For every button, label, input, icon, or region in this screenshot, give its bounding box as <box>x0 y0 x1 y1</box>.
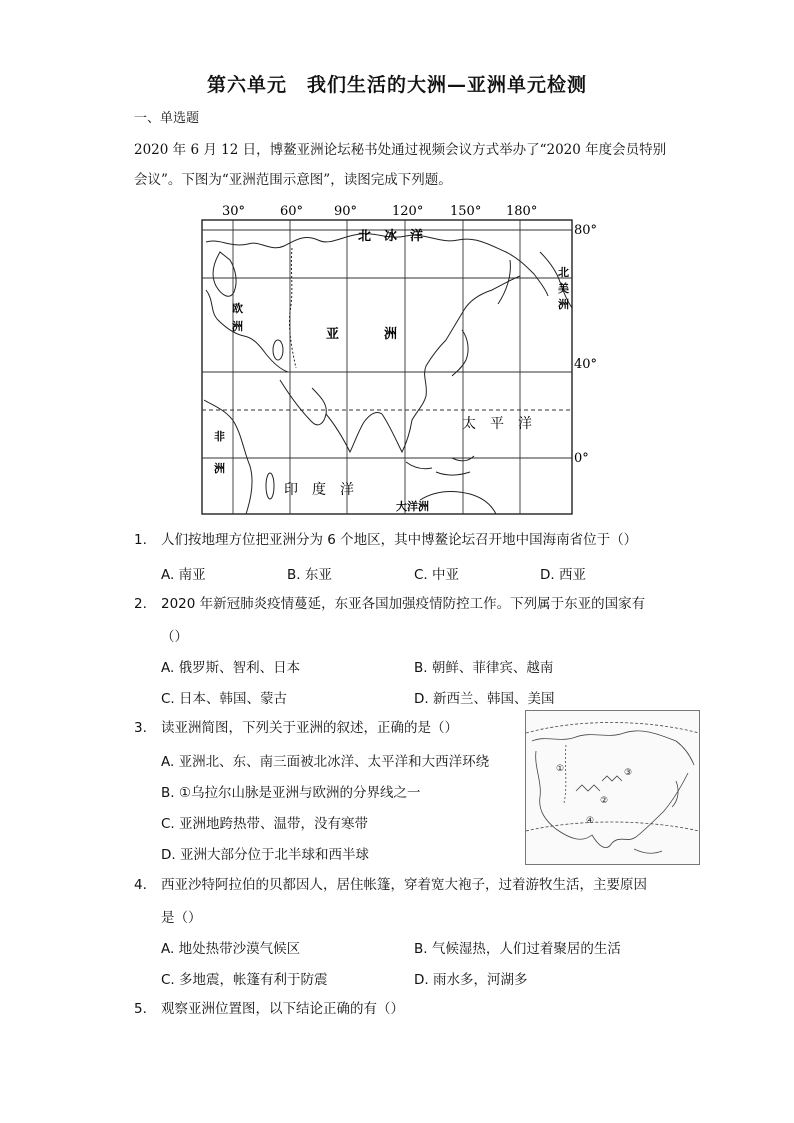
question-number: 1. <box>134 532 147 548</box>
label-asia-2: 洲 <box>384 327 398 342</box>
option-c[interactable]: C. 多地震，帐篷有利于防震 <box>161 972 328 988</box>
question-2 <box>134 594 674 614</box>
label-north-america-1: 北 <box>558 266 569 279</box>
lon-label: 90° <box>334 204 358 219</box>
option-b[interactable]: B. 气候湿热，人们过着聚居的生活 <box>414 941 621 957</box>
thumb-mark-4: ④ <box>586 816 595 826</box>
question-text-continued: 是（） <box>161 910 202 926</box>
question-text: 2020 年新冠肺炎疫情蔓延，东亚各国加强疫情防控工作。下列属于东亚的国家有 <box>161 596 646 612</box>
lat-label: 0° <box>574 451 589 466</box>
option-b[interactable]: B. ①乌拉尔山脉是亚洲与欧洲的分界线之一 <box>161 785 421 801</box>
question-text-continued: （） <box>161 629 188 645</box>
thumb-island <box>672 781 678 807</box>
question-1 <box>134 530 674 550</box>
asia-range-map <box>200 200 600 518</box>
option-a[interactable]: A. 地处热带沙漠气候区 <box>161 941 301 957</box>
option-c[interactable]: C. 亚洲地跨热带、温带，没有寒带 <box>161 816 369 832</box>
section-heading: 一、单选题 <box>134 111 200 126</box>
question-4 <box>134 875 674 895</box>
label-pacific-ocean: 太 平 洋 <box>462 416 532 432</box>
question-text: 读亚洲简图，下列关于亚洲的叙述，正确的是（） <box>161 720 458 736</box>
lon-label: 120° <box>392 204 424 219</box>
option-d[interactable]: D. 西亚 <box>540 567 586 583</box>
lat-label: 80° <box>574 223 598 238</box>
option-b[interactable]: B. 东亚 <box>287 567 332 583</box>
thumb-mark-3: ③ <box>624 768 633 778</box>
thumb-south-coast <box>556 773 688 848</box>
option-d[interactable]: D. 新西兰、韩国、美国 <box>414 691 555 707</box>
option-b[interactable]: B. 朝鲜、菲律宾、越南 <box>414 660 554 676</box>
label-oceania: 大洋洲 <box>396 500 429 513</box>
label-north-america-3: 洲 <box>558 298 569 311</box>
option-c[interactable]: C. 日本、韩国、蒙古 <box>161 691 288 707</box>
question-5 <box>134 999 674 1019</box>
question-text: 人们按地理方位把亚洲分为 6 个地区，其中博鳌论坛召开地中国海南省位于（） <box>161 532 638 548</box>
thumb-mark-1: ① <box>556 764 565 774</box>
label-africa-2: 洲 <box>214 462 225 475</box>
asia-sketch-map-drawing <box>526 711 699 864</box>
question-number: 2. <box>134 596 147 612</box>
question-number: 3. <box>134 720 147 736</box>
label-africa-1: 非 <box>214 430 225 443</box>
label-asia-1: 亚 <box>326 327 340 342</box>
page-title: 第六单元 我们生活的大洲—亚洲单元检测 <box>206 74 587 96</box>
asia-sketch-map <box>525 710 700 865</box>
map-frame <box>202 220 572 514</box>
thumb-latitude-arc <box>526 723 699 734</box>
question-text: 观察亚洲位置图，以下结论正确的有（） <box>161 1001 404 1017</box>
thumb-island <box>634 849 662 853</box>
lon-label: 180° <box>506 204 538 219</box>
option-a[interactable]: A. 俄罗斯、智利、日本 <box>161 660 301 676</box>
thumb-north-coast <box>532 731 694 765</box>
question-3 <box>134 718 494 738</box>
lon-label: 60° <box>280 204 304 219</box>
intro-paragraph-line1: 2020 年 6 月 12 日，博鳌亚洲论坛秘书处通过视频会议方式举办了“2020 年度会员特别 <box>134 142 667 158</box>
lat-label: 40° <box>574 357 598 372</box>
lon-label: 30° <box>222 204 246 219</box>
label-europe-2: 洲 <box>232 320 243 333</box>
thumb-west-coast <box>536 751 556 829</box>
label-indian-ocean: 印 度 洋 <box>284 482 354 498</box>
question-number: 5. <box>134 1001 147 1017</box>
label-north-america-2: 美 <box>558 282 569 295</box>
thumb-latitude-arc <box>526 822 699 831</box>
label-europe-1: 欧 <box>232 302 243 315</box>
thumb-mark-2: ② <box>600 796 609 806</box>
label-arctic-ocean: 北 冰 洋 <box>358 229 424 244</box>
question-number: 4. <box>134 877 147 893</box>
option-d[interactable]: D. 雨水多，河湖多 <box>414 972 528 988</box>
intro-paragraph-line2: 会议”。下图为“亚洲范围示意图”，读图完成下列题。 <box>134 172 452 188</box>
thumb-mountains <box>576 776 622 791</box>
option-a[interactable]: A. 亚洲北、东、南三面被北冰洋、太平洋和大西洋环绕 <box>161 754 490 770</box>
option-c[interactable]: C. 中亚 <box>414 567 460 583</box>
lon-label: 150° <box>450 204 482 219</box>
option-d[interactable]: D. 亚洲大部分位于北半球和西半球 <box>161 847 369 863</box>
thumb-ural <box>564 745 566 803</box>
question-text: 西亚沙特阿拉伯的贝都因人，居住帐篷，穿着宽大袍子，过着游牧生活，主要原因 <box>161 877 647 893</box>
option-a[interactable]: A. 南亚 <box>161 567 206 583</box>
